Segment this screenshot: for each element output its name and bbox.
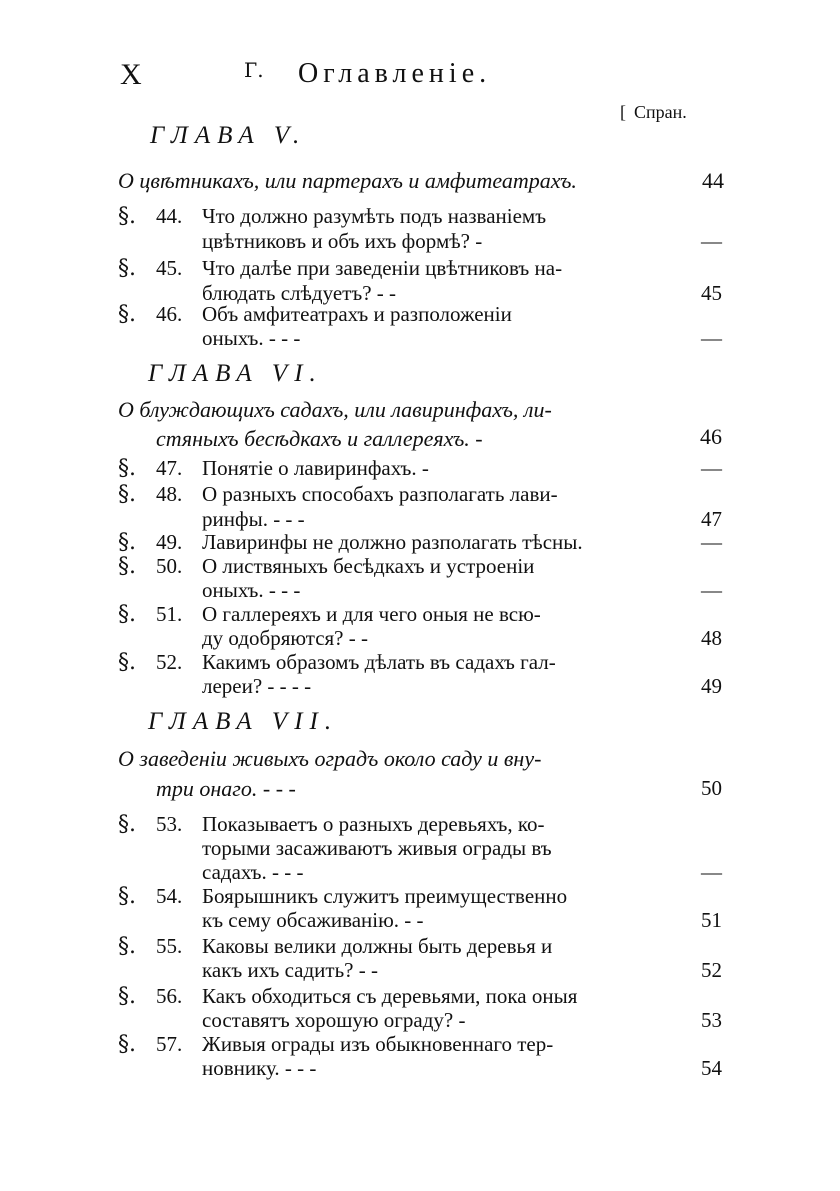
section-line: къ сему обсаживанiю. - - [202, 908, 424, 932]
section-line: О галлереяхъ и для чего оныя не всю- [202, 602, 541, 626]
section-line: ринфы. - - - [202, 507, 305, 531]
section-number: 52. [156, 650, 183, 674]
section-number: 44. [156, 204, 183, 228]
section-number: 57. [156, 1032, 183, 1056]
section-line: Какъ обходиться съ деревьями, пока оныя [202, 984, 578, 1008]
section-page: — [701, 860, 722, 884]
section-line: Каковы велики должны быть деревья и [202, 934, 553, 958]
section-line: Показываетъ о разныхъ деревьяхъ, ко- [202, 812, 545, 836]
section-line: О листвяныхъ бесѣдкахъ и устроенiи [202, 554, 535, 578]
section-line: торыми засаживаютъ живыя ограды въ [202, 836, 552, 860]
section-symbol: §. [118, 302, 136, 327]
section-symbol: §. [118, 204, 136, 229]
section-line: оныхъ. - - - [202, 326, 301, 350]
section-line: Живыя ограды изъ обыкновеннаго тер- [202, 1032, 554, 1056]
section-page: 52 [701, 958, 722, 982]
section-line: лереи? - - - - [202, 674, 312, 698]
chapter-label: ГЛАВА VII. [148, 708, 339, 735]
section-line: садахъ. - - - [202, 860, 304, 884]
section-line: О разныхъ способахъ разполагать лави- [202, 482, 558, 506]
section-number: 50. [156, 554, 183, 578]
section-page: — [701, 456, 722, 480]
section-line: новнику. - - - [202, 1056, 317, 1080]
section-line: составятъ хорошую ограду? - [202, 1008, 466, 1032]
section-page: — [701, 578, 722, 602]
section-page: — [701, 326, 722, 350]
section-number: 45. [156, 256, 183, 280]
section-number: 46. [156, 302, 183, 326]
section-symbol: §. [118, 530, 136, 555]
section-number: 56. [156, 984, 183, 1008]
section-page: — [701, 229, 722, 253]
chapter-heading-line: О заведенiи живыхъ оградъ около саду и вну- [118, 746, 542, 771]
section-symbol: §. [118, 456, 136, 481]
section-page: 47 [701, 507, 722, 531]
section-page: 45 [701, 281, 722, 305]
section-line: Какимъ образомъ дѣлать въ садахъ гал- [202, 650, 556, 674]
page-number: X [120, 58, 142, 91]
section-line: Объ амфитеатрахъ и разположенiи [202, 302, 512, 326]
chapter-heading-line: стяныхъ бесѣдкахъ и галлереяхъ. - [156, 426, 483, 451]
chapter-heading-page: 50 [701, 776, 722, 800]
section-symbol: §. [118, 554, 136, 579]
section-line: Что должно разумѣть подъ названiемъ [202, 204, 547, 228]
section-line: блюдать слѣдуетъ? - - [202, 281, 397, 305]
section-page: 51 [701, 908, 722, 932]
section-line: Понятiе о лавиринфахъ. - [202, 456, 429, 480]
section-number: 48. [156, 482, 183, 506]
section-line: какъ ихъ садить? - - [202, 958, 378, 982]
section-symbol: §. [118, 934, 136, 959]
chapter-heading-line: О цвѣтникахъ, или партерахъ и амфитеатрахъ. [118, 168, 577, 193]
chapter-heading-line: три онаго. - - - [156, 776, 296, 801]
section-page: 54 [701, 1056, 722, 1080]
section-line: оныхъ. - - - [202, 578, 301, 602]
section-page: 49 [701, 674, 722, 698]
section-page: 53 [701, 1008, 722, 1032]
chapter-heading-page: 44 [702, 168, 724, 193]
chapter-heading-page: 46 [700, 424, 722, 449]
header-mark: Г. [244, 58, 264, 82]
section-number: 55. [156, 934, 183, 958]
section-number: 53. [156, 812, 183, 836]
chapter-label: ГЛАВА V. [150, 122, 307, 149]
section-symbol: §. [118, 1032, 136, 1057]
section-symbol: §. [118, 984, 136, 1009]
section-symbol: §. [118, 812, 136, 837]
section-line: ду одобряются? - - [202, 626, 368, 650]
section-number: 51. [156, 602, 183, 626]
section-number: 49. [156, 530, 183, 554]
section-page: 48 [701, 626, 722, 650]
chapter-heading-line: О блуждающихъ садахъ, или лавиринфахъ, ли- [118, 397, 552, 422]
section-symbol: §. [118, 884, 136, 909]
page-title: Оглавленie. [298, 58, 492, 89]
chapter-label: ГЛАВА VI. [148, 360, 323, 387]
page-column-label: [ Спран. [620, 102, 687, 122]
section-line: цвѣтниковъ и объ ихъ формѣ? - [202, 229, 483, 253]
section-line: Лавиринфы не должно разполагать тѣсны. [202, 530, 583, 554]
section-number: 47. [156, 456, 183, 480]
section-line: Что далѣе при заведенiи цвѣтниковъ на- [202, 256, 563, 280]
section-line: Боярышникъ служитъ преимущественно [202, 884, 568, 908]
section-symbol: §. [118, 482, 136, 507]
section-number: 54. [156, 884, 183, 908]
section-symbol: §. [118, 650, 136, 675]
section-symbol: §. [118, 602, 136, 627]
section-page: — [701, 530, 722, 554]
section-symbol: §. [118, 256, 136, 281]
